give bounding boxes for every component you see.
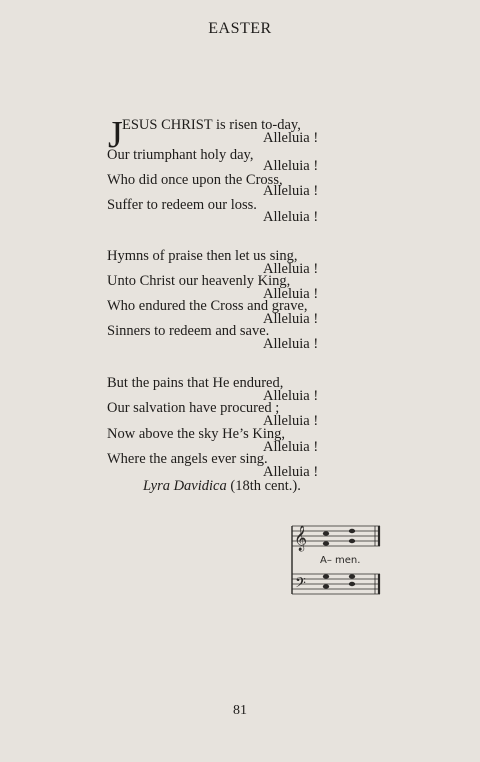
hymn-line: Where the angels ever sing. — [107, 451, 268, 467]
hymn-line: Suffer to redeem our loss. — [107, 197, 257, 213]
hymn-line: Our triumphant holy day, — [107, 147, 254, 163]
hymn-line: Sinners to redeem and save. — [107, 323, 270, 339]
hymn-line: Our salvation have procured ; — [107, 400, 280, 416]
refrain-line: Alleluia ! — [263, 388, 319, 404]
page-title: EASTER — [208, 20, 272, 37]
attribution-source: Lyra Davidica — [143, 478, 227, 494]
page-number: 81 — [233, 703, 247, 718]
refrain-line: Alleluia ! — [263, 336, 319, 352]
hymn-line: Unto Christ our heavenly King, — [107, 273, 291, 289]
refrain-line: Alleluia ! — [263, 286, 319, 302]
hymn-line: Who did once upon the Cross, — [107, 172, 283, 188]
refrain-line: Alleluia ! — [263, 130, 319, 146]
hymn-line: Hymns of praise then let us sing, — [107, 248, 298, 264]
refrain-line: Alleluia ! — [263, 311, 319, 327]
hymn-line: But the pains that He endured, — [107, 375, 284, 391]
bass-clef-icon: 𝄢 — [295, 575, 306, 595]
attribution-note: (18th cent.). — [230, 478, 301, 494]
attribution — [143, 478, 301, 495]
amen-music-notation — [288, 518, 384, 602]
treble-clef-icon: 𝄞 — [294, 526, 308, 551]
hymn-line: Now above the sky He’s King, — [107, 426, 286, 442]
refrain-line: Alleluia ! — [263, 158, 319, 174]
hymn-line: Who endured the Cross and grave, — [107, 298, 308, 314]
refrain-line: Alleluia ! — [263, 413, 319, 429]
drop-cap: J — [108, 114, 123, 156]
refrain-line: Alleluia ! — [263, 209, 319, 225]
hymn-line: ESUS CHRIST is risen to-day, — [122, 117, 301, 133]
refrain-line: Alleluia ! — [263, 464, 319, 480]
amen-lyric: A– men. — [320, 555, 361, 566]
refrain-line: Alleluia ! — [263, 261, 319, 277]
refrain-line: Alleluia ! — [263, 183, 319, 199]
refrain-line: Alleluia ! — [263, 439, 319, 455]
